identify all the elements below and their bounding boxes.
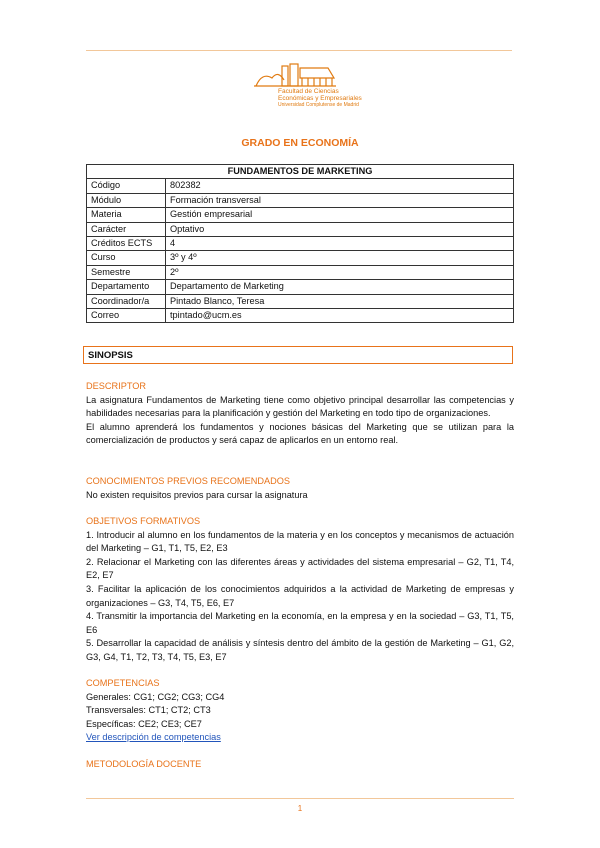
- objetivo-item: 1. Introducir al alumno en los fundamentos de la materia y en los conceptos y mecanismos de actuación del Marketing – G1, T1, T5, E2, E3: [86, 529, 514, 554]
- objetivo-item: 5. Desarrollar la capacidad de análisis y síntesis dentro del ámbito de la gestión de Marketing – G1, G2, G3, G4, T1, T2, T3, T4, T5, E3, E7: [86, 638, 514, 662]
- table-row: Carácter Optativo: [87, 222, 514, 236]
- table-row: Curso 3º y 4º: [87, 251, 514, 265]
- table-row: Créditos ECTS 4: [87, 237, 514, 251]
- header-rule: [86, 50, 512, 51]
- table-row: Departamento Departamento de Marketing: [87, 280, 514, 294]
- objetivos-heading: OBJETIVOS FORMATIVOS: [86, 516, 201, 526]
- competencias-generales: Generales: CG1; CG2; CG3; CG4: [86, 691, 225, 702]
- metodologia-section: [86, 758, 514, 772]
- objetivo-item: 4. Transmitir la importancia del Marketing en la economía, en la empresa y en la sociedad – G3, T1, T5, E6: [86, 611, 514, 635]
- competencias-transversales: Transversales: CT1; CT2; CT3: [86, 705, 211, 716]
- table-row: Coordinador/a Pintado Blanco, Teresa: [87, 294, 514, 308]
- competencias-link[interactable]: Ver descripción de competencias: [86, 732, 221, 743]
- course-info-table: [86, 164, 514, 323]
- page-number: 1: [297, 804, 303, 813]
- descriptor-paragraph-2: El alumno aprenderá los fundamentos y nociones básicas del Marketing que se utilizan para la comercialización de productos y será capaz de aplicarlos en un entorno real.: [86, 421, 514, 446]
- descriptor-paragraph-1: La asignatura Fundamentos de Marketing tiene como objetivo principal desarrollar las competencias y habilidades necesarias para la planificación y gestión del Marketing en todo tipo de organizaciones.: [86, 394, 514, 419]
- table-row: Correo tpintado@ucm.es: [87, 309, 514, 323]
- table-row: Módulo Formación transversal: [87, 193, 514, 207]
- objetivo-item: 2. Relacionar el Marketing con las diferentes áreas y actividades del sistema empresarial – G2, T1, T4, E2, E7: [86, 556, 514, 581]
- logo-line-2: Económicas y Empresariales: [278, 95, 362, 102]
- objetivos-section: [86, 515, 514, 665]
- sinopsis-header: SINOPSIS: [83, 346, 513, 364]
- course-title: FUNDAMENTOS DE MARKETING: [87, 165, 514, 179]
- email-link[interactable]: tpintado@ucm.es: [166, 309, 514, 323]
- competencias-section: [86, 677, 514, 745]
- logo-line-3: Universidad Complutense de Madrid: [278, 102, 359, 108]
- conocimientos-heading: CONOCIMIENTOS PREVIOS RECOMENDADOS: [86, 476, 291, 486]
- conocimientos-section: [86, 475, 514, 502]
- metodologia-heading: METODOLOGÍA DOCENTE: [86, 759, 202, 769]
- logo-line-1: Facultad de Ciencias: [278, 88, 339, 95]
- degree-title: GRADO EN ECONOMÍA: [241, 137, 359, 149]
- conocimientos-text: No existen requisitos previos para cursar la asignatura: [86, 489, 308, 500]
- competencias-heading: COMPETENCIAS: [86, 678, 160, 688]
- competencias-especificas: Específicas: CE2; CE3; CE7: [86, 718, 202, 729]
- descriptor-section: [86, 380, 514, 448]
- table-row: Semestre 2º: [87, 265, 514, 279]
- table-row: Materia Gestión empresarial: [87, 208, 514, 222]
- footer-rule: [86, 798, 514, 799]
- descriptor-heading: DESCRIPTOR: [86, 381, 147, 391]
- table-row: Código 802382: [87, 179, 514, 193]
- objetivo-item: 3. Facilitar la aplicación de los conocimientos adquiridos a la actividad de Marketing de empresas y organizaciones – G3, T4, T5, E6, E7: [86, 583, 514, 608]
